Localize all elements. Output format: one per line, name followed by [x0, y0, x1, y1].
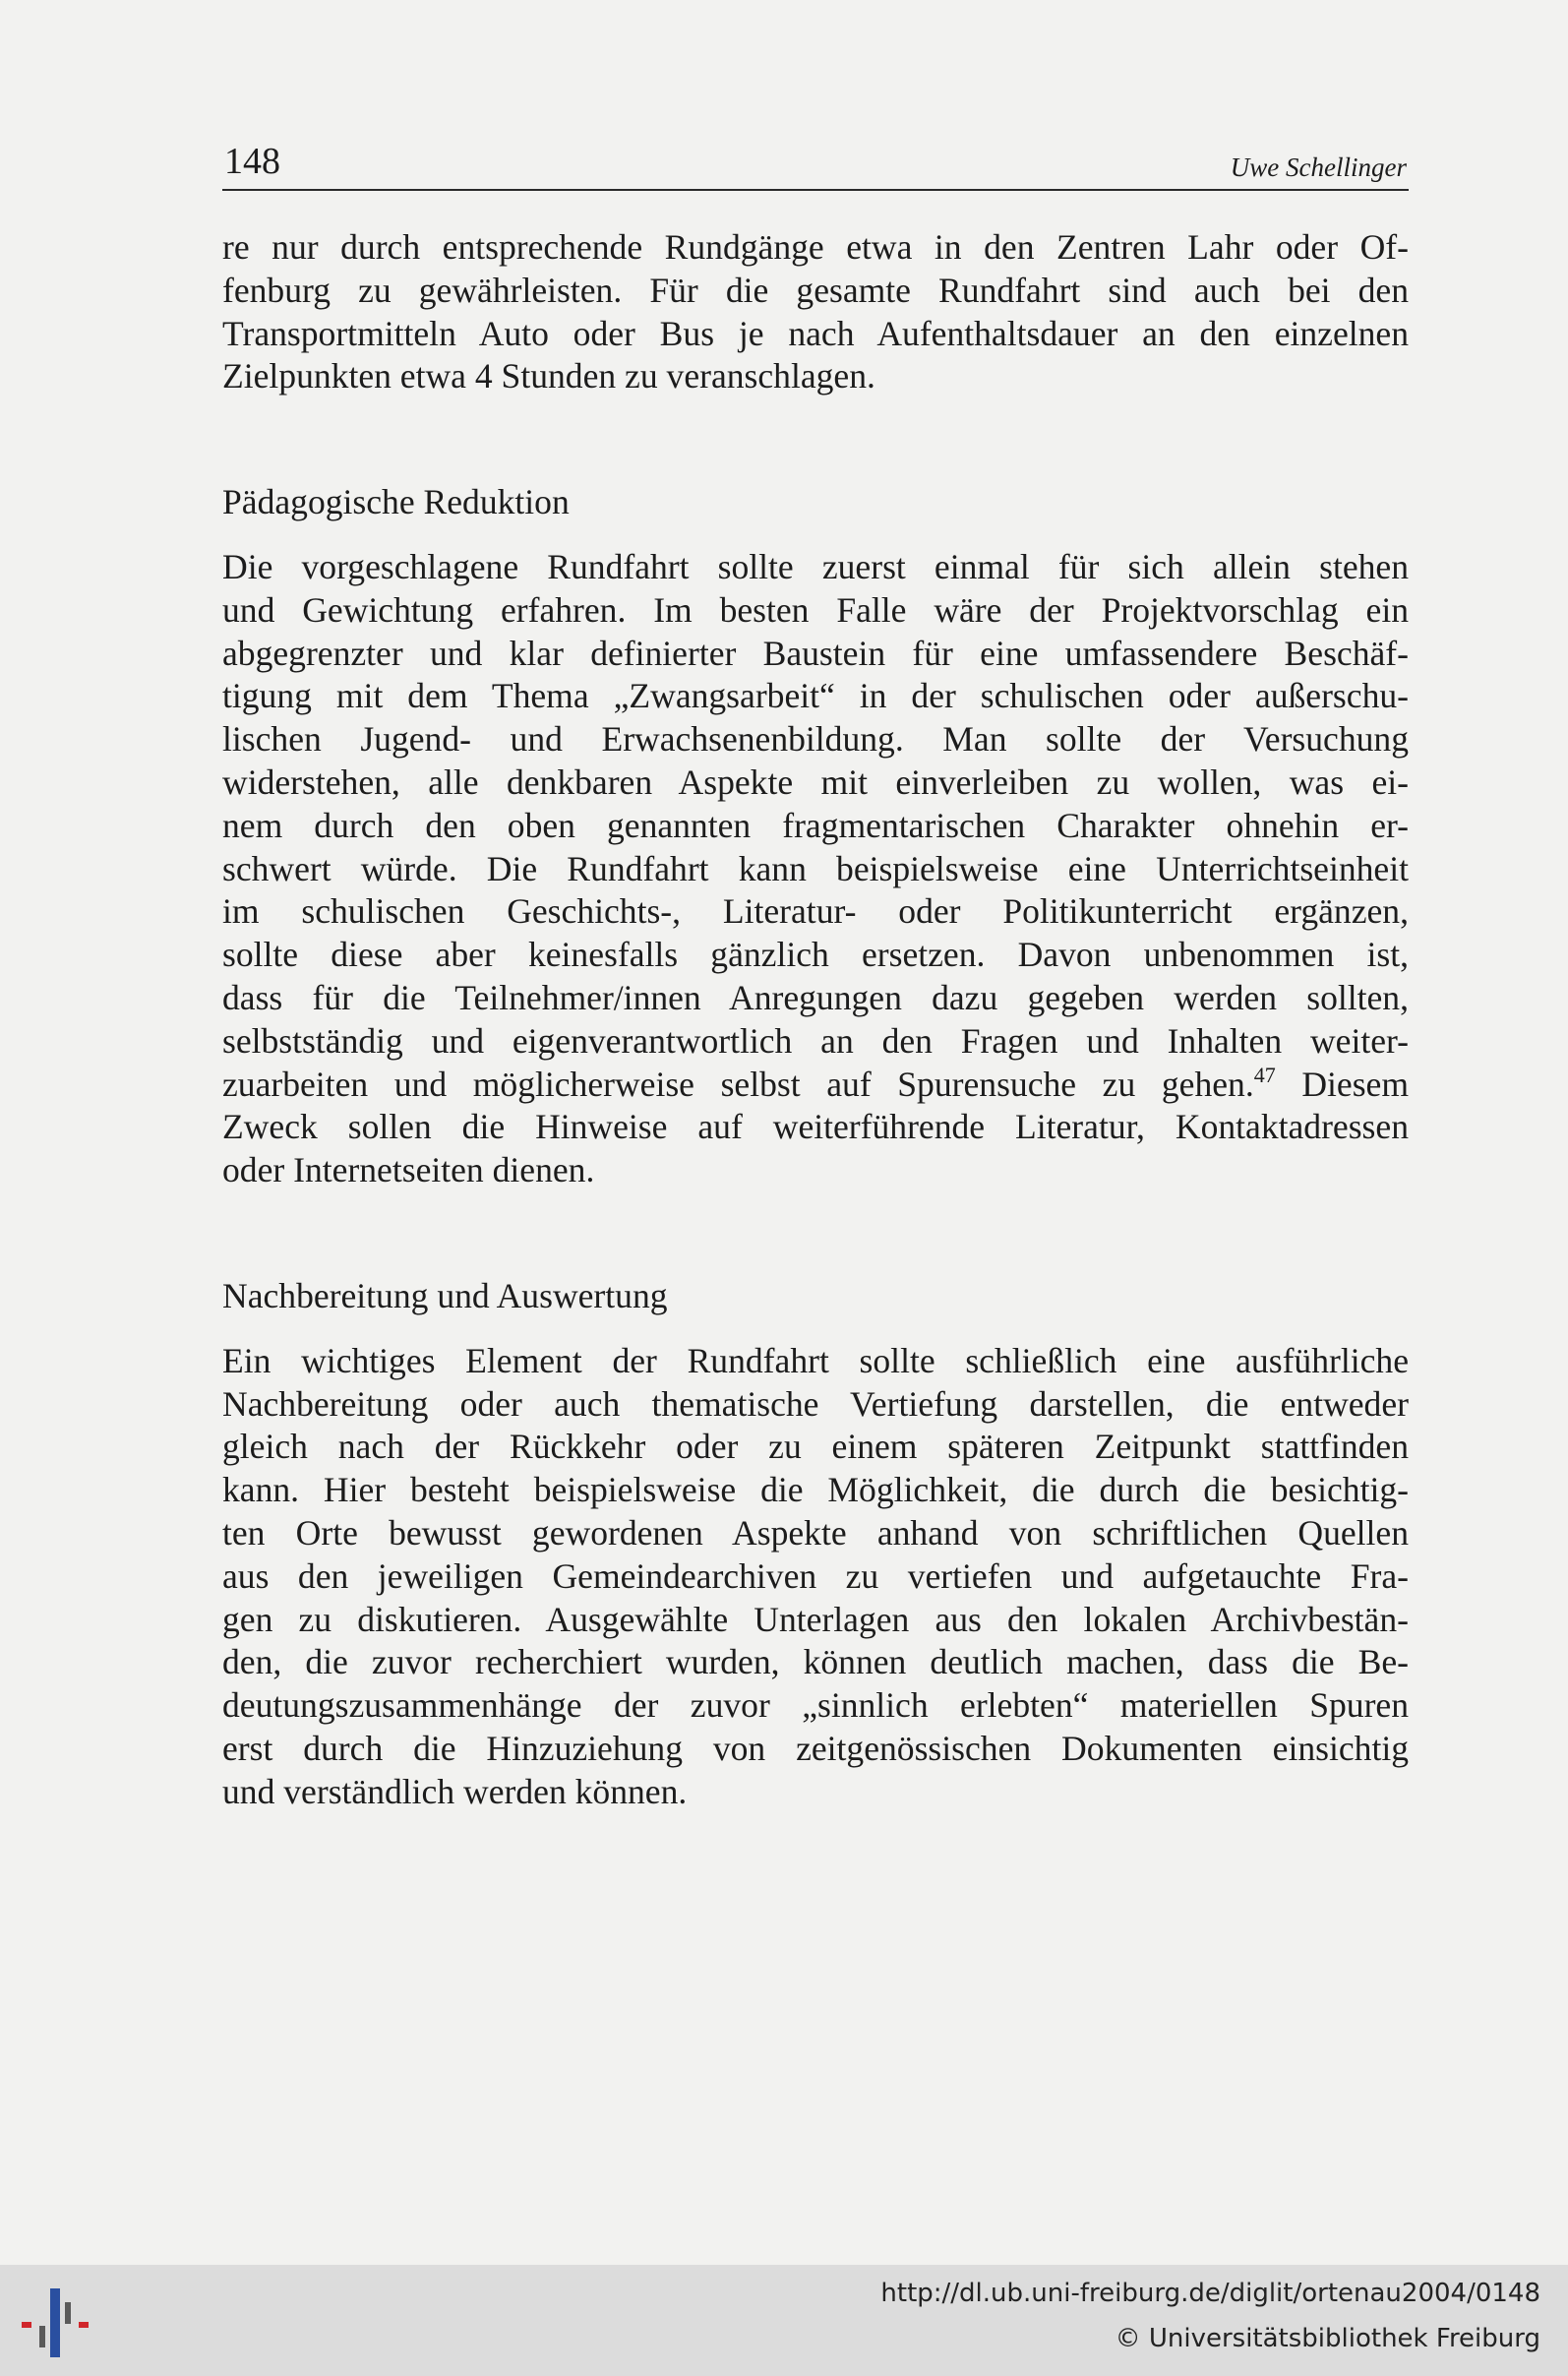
text-line: re nur durch entsprechende Rundgänge etwa in den Zentren Lahr oder Of-: [222, 227, 1409, 267]
text-line: ten Orte bewusst gewordenen Aspekte anhand von schriftlichen Quellen: [222, 1512, 1409, 1553]
text-line: Zweck sollen die Hinweise auf weiterführende Literatur, Kontaktadressen: [222, 1107, 1409, 1147]
text-line: abgegrenzter und klar definierter Baustein für eine umfassendere Beschäf-: [222, 633, 1409, 673]
section-heading-nachbereitung: Nachbereitung und Auswertung: [222, 1275, 668, 1315]
text-line: Transportmitteln Auto oder Bus je nach Aufenthaltsdauer an den einzelnen: [222, 313, 1409, 353]
text-line: sollte diese aber keinesfalls gänzlich ersetzen. Davon unbenommen ist,: [222, 935, 1409, 975]
body-text: [222, 226, 1409, 1814]
text-line: und verständlich werden können.: [222, 1771, 688, 1811]
text-line: im schulischen Geschichts-, Literatur- oder Politikunterricht ergänzen,: [222, 891, 1409, 932]
paragraph-2: [222, 546, 1409, 1192]
text-line: und Gewichtung erfahren. Im besten Falle wäre der Projektvorschlag ein: [222, 589, 1409, 630]
text-line: Zielpunkten etwa 4 Stunden zu veranschlagen.: [222, 356, 875, 396]
text-line: deutungszusammenhänge der zuvor „sinnlich erlebten“ materiellen Spuren: [222, 1685, 1409, 1726]
text-line: oder Internetseiten dienen.: [222, 1150, 595, 1190]
text-line: dass für die Teilnehmer/innen Anregungen dazu gegeben werden sollten,: [222, 977, 1409, 1017]
running-head: Uwe Schellinger: [1230, 152, 1407, 182]
text-line-with-footnote: [222, 1064, 1409, 1107]
text-segment: Diesem: [1275, 1064, 1410, 1104]
paragraph-1: [222, 226, 1409, 398]
text-line: gen zu diskutieren. Ausgewählte Unterlagen aus den lokalen Archivbestän-: [222, 1599, 1409, 1639]
paragraph-3: [222, 1340, 1409, 1814]
text-line: erst durch die Hinzuziehung von zeitgenössischen Dokumenten einsichtig: [222, 1728, 1409, 1768]
text-line: tigung mit dem Thema „Zwangsarbeit“ in der schulischen oder außerschu-: [222, 676, 1409, 716]
text-line: nem durch den oben genannten fragmentarischen Charakter ohnehin er-: [222, 805, 1409, 845]
text-segment: zuarbeiten und möglicherweise selbst auf Spurensuche zu gehen.: [222, 1064, 1254, 1104]
text-line: selbstständig und eigenverantwortlich an den Fragen und Inhalten weiter-: [222, 1020, 1409, 1061]
text-line: schwert würde. Die Rundfahrt kann beispielsweise eine Unterrichtseinheit: [222, 848, 1409, 888]
text-line: Ein wichtiges Element der Rundfahrt sollte schließlich eine ausführliche: [222, 1340, 1409, 1380]
text-line: widerstehen, alle denkbaren Aspekte mit einverleiben zu wollen, was ei-: [222, 762, 1409, 802]
copyright-notice: © Universitätsbibliothek Freiburg: [1115, 2324, 1540, 2353]
footnote-reference[interactable]: 47: [1253, 1062, 1276, 1087]
source-url-link[interactable]: http://dl.ub.uni-freiburg.de/diglit/ortenau2004/0148: [880, 2279, 1540, 2308]
page-header: [222, 138, 1409, 191]
text-line: gleich nach der Rückkehr oder zu einem späteren Zeitpunkt stattfinden: [222, 1427, 1409, 1467]
page-number: 148: [224, 141, 280, 182]
library-logo-icon: [18, 2281, 98, 2361]
text-line: aus den jeweiligen Gemeindearchiven zu vertiefen und aufgetauchte Fra-: [222, 1555, 1409, 1596]
text-line: lischen Jugend- und Erwachsenenbildung. Man sollte der Versuchung: [222, 719, 1409, 760]
text-line: Nachbereitung oder auch thematische Vertiefung darstellen, die entweder: [222, 1383, 1409, 1424]
section-heading-paedagogische-reduktion: Pädagogische Reduktion: [222, 482, 570, 522]
text-line: Die vorgeschlagene Rundfahrt sollte zuerst einmal für sich allein stehen: [222, 546, 1409, 586]
text-line: fenburg zu gewährleisten. Für die gesamte Rundfahrt sind auch bei den: [222, 270, 1409, 310]
text-line: kann. Hier besteht beispielsweise die Möglichkeit, die durch die besichtig-: [222, 1470, 1409, 1510]
text-line: den, die zuvor recherchiert wurden, können deutlich machen, dass die Be-: [222, 1642, 1409, 1682]
